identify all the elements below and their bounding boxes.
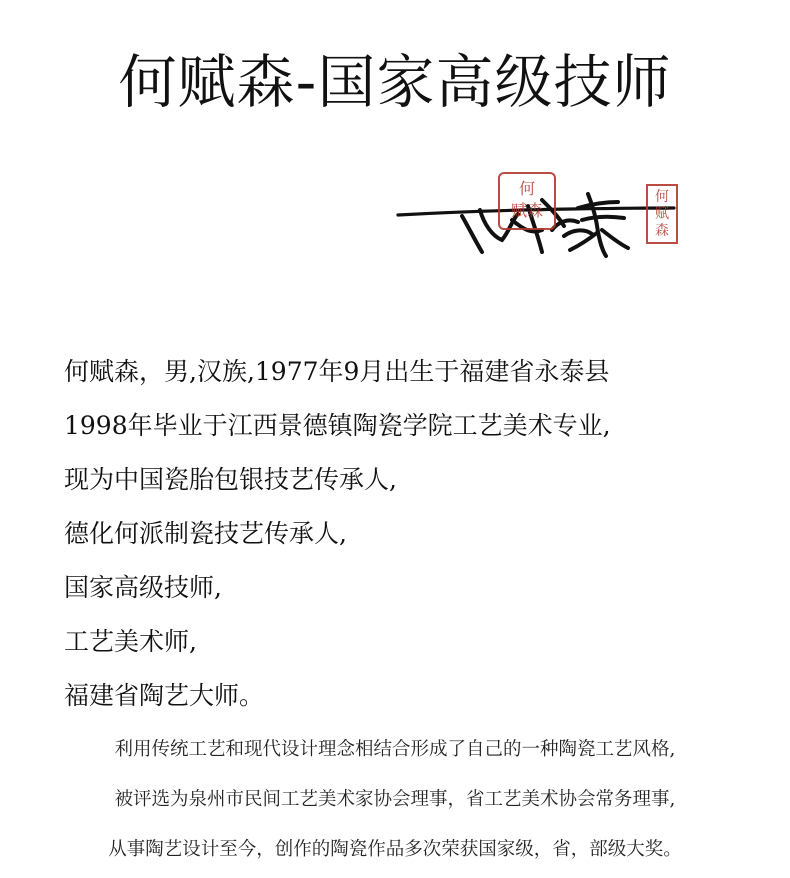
biography-list <box>64 349 744 727</box>
bio-line: 工艺美术师, <box>64 627 197 656</box>
red-seal-stamp-right: 何 赋 森 <box>646 184 678 244</box>
bio-line: 德化何派制瓷技艺传承人, <box>64 519 347 548</box>
paragraph-line: 从事陶艺设计至今，创作的陶瓷作品多次荣获国家级，省，部级大奖。 <box>108 839 682 860</box>
description-paragraph <box>0 728 790 878</box>
paragraph-line: 利用传统工艺和现代设计理念相结合形成了自己的一种陶瓷工艺风格, <box>114 739 676 760</box>
paragraph-line: 被评选为泉州市民间工艺美术家协会理事，省工艺美术协会常务理事, <box>114 789 676 810</box>
bio-line: 福建省陶艺大师。 <box>64 681 265 710</box>
page-title: 何赋森-国家高级技师 <box>118 48 672 116</box>
bio-line: 国家高级技师, <box>64 573 222 602</box>
bio-line: 何赋森，男,汉族,1977年9月出生于福建省永泰县 <box>64 357 610 386</box>
bio-line: 现为中国瓷胎包银技艺传承人, <box>64 465 397 494</box>
red-seal-stamp-left: 何 赋森 <box>498 172 556 230</box>
signature-with-seals <box>392 160 682 270</box>
bio-line: 1998年毕业于江西景德镇陶瓷学院工艺美术专业, <box>64 411 611 440</box>
